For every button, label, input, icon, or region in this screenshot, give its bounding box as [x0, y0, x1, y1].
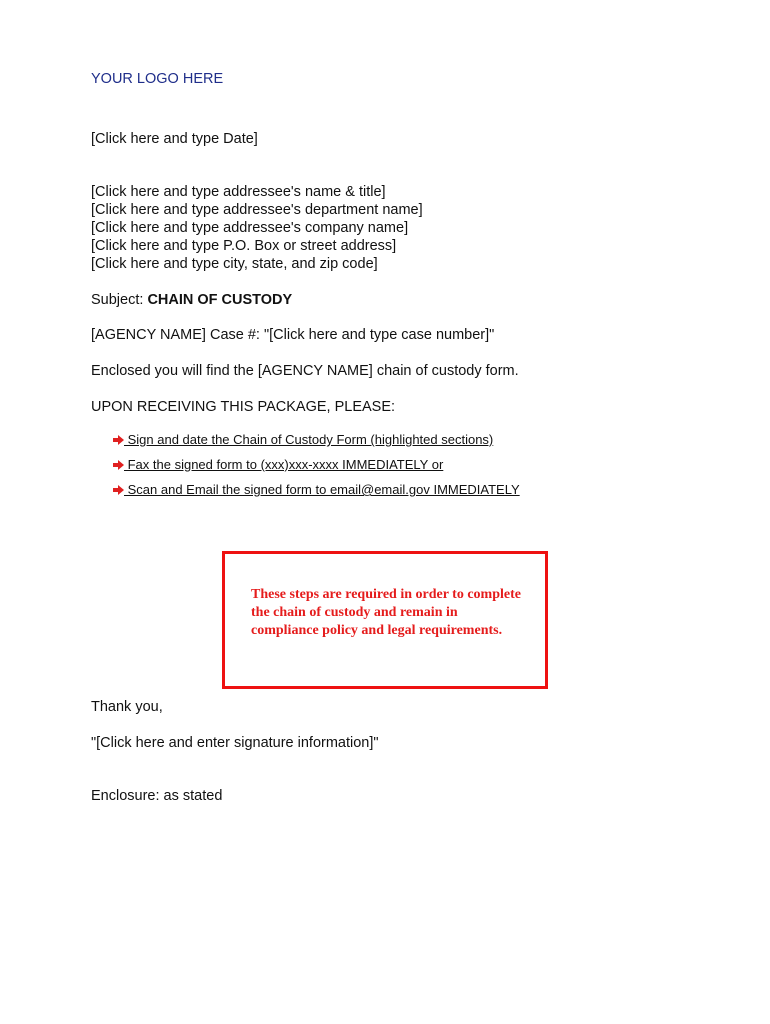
instruction-list	[113, 432, 520, 507]
list-item	[113, 457, 520, 482]
address-block	[91, 183, 423, 273]
subject-line	[91, 291, 292, 309]
enclosed-statement: Enclosed you will find the [AGENCY NAME] chain of custody form.	[91, 363, 519, 379]
bullet-fax: Fax the signed form to (xxx)xxx-xxxx IMMEDIATELY or	[124, 457, 444, 472]
city-state-zip-field[interactable]: [Click here and type city, state, and zip code]	[91, 256, 378, 272]
subject-label: Subject:	[91, 292, 144, 308]
signature-field[interactable]: "[Click here and enter signature information]"	[91, 735, 379, 751]
addressee-name-field[interactable]: [Click here and type addressee's name & title]	[91, 184, 386, 200]
compliance-notice-text: These steps are required in order to complete the chain of custody and remain in compliance policy and legal requirements.	[251, 587, 521, 638]
list-item	[113, 432, 520, 457]
date-field[interactable]: [Click here and type Date]	[91, 131, 258, 147]
list-item	[113, 482, 520, 507]
bullet-sign-date: Sign and date the Chain of Custody Form (highlighted sections)	[124, 432, 494, 447]
subject-value: CHAIN OF CUSTODY	[147, 292, 293, 308]
arrow-right-icon	[113, 485, 124, 495]
arrow-right-icon	[113, 460, 124, 470]
bullet-scan-email: Scan and Email the signed form to email@email.gov IMMEDIATELY	[124, 482, 520, 497]
enclosure-line: Enclosure: as stated	[91, 788, 223, 804]
compliance-notice-box	[222, 551, 548, 689]
arrow-right-icon	[113, 435, 124, 445]
closing-line: Thank you,	[91, 699, 163, 715]
logo-placeholder[interactable]: YOUR LOGO HERE	[91, 71, 224, 87]
addressee-company-field[interactable]: [Click here and type addressee's company name]	[91, 220, 409, 236]
addressee-department-field[interactable]: [Click here and type addressee's department name]	[91, 202, 423, 218]
instruction-heading: UPON RECEIVING THIS PACKAGE, PLEASE:	[91, 399, 396, 415]
street-address-field[interactable]: [Click here and type P.O. Box or street address]	[91, 238, 397, 254]
case-number-line[interactable]: [AGENCY NAME] Case #: "[Click here and type case number]"	[91, 327, 495, 343]
